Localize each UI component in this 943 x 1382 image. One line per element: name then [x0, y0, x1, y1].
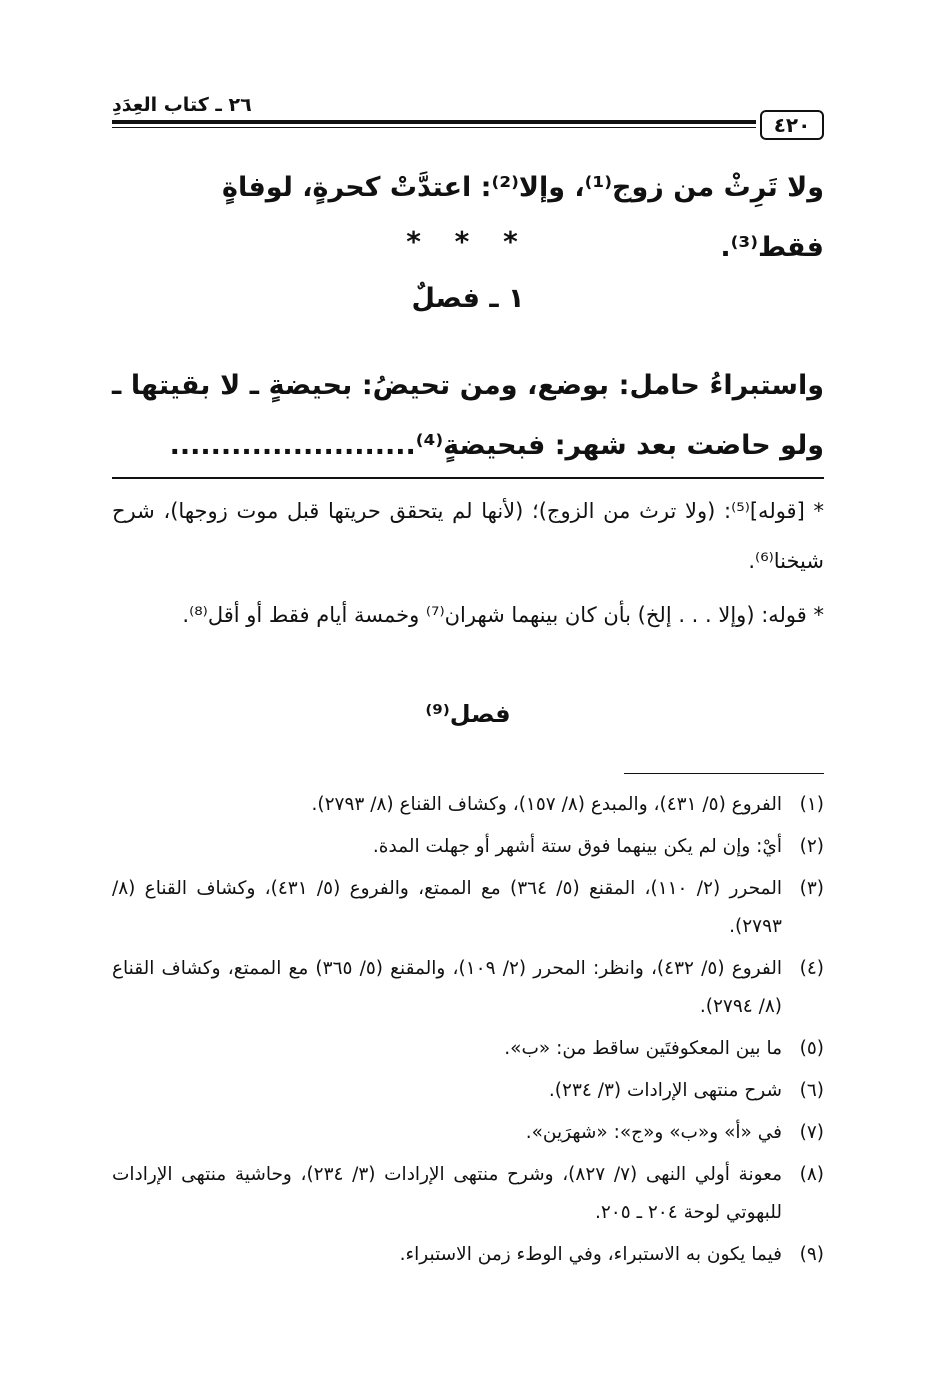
footnote: [112, 950, 824, 1026]
footnote-number: (٩): [799, 1244, 824, 1265]
running-head: ٢٦ ـ كتاب العِدَدِ: [112, 94, 252, 116]
footnote-number: (١): [799, 794, 824, 815]
section-title: ١ ـ فصلٌ: [411, 283, 525, 314]
footnote-number: (٧): [799, 1122, 824, 1143]
footnote: [112, 1030, 824, 1068]
footnote: [112, 1236, 824, 1274]
footnote: [112, 1156, 824, 1232]
separator-stars: * * *: [406, 225, 530, 258]
footnote-text: أيْ: وإن لم يكن بينهما فوق ستة أشهر أو جهلت المدة.: [372, 836, 782, 857]
footnote-number: (٦): [799, 1080, 824, 1101]
footnote-text: شرح منتهى الإرادات (٣/ ٢٣٤).: [548, 1080, 782, 1101]
footnote-number: (٨): [799, 1164, 824, 1185]
footnote-text: الفروع (٥/ ٤٣٢)، وانظر: المحرر (٢/ ١٠٩)، والمقنع (٥/ ٣٦٥) مع الممتع، وكشاف القناع (٨/ ٢٧٩٤).: [112, 958, 783, 1017]
main-text-2: واستبراءُ حامل: بوضع، ومن تحيضُ: بحيضةٍ ـ لا بقيتها ـ ولو حاضت بعد شهر: فبحيضةٍ⁽⁴⁾........................: [112, 370, 824, 461]
header-rule-thin: [112, 127, 756, 128]
page-number: ٤٢٠: [760, 110, 824, 140]
footnote-text: ما بين المعكوفتَين ساقط من: «ب».: [504, 1038, 782, 1059]
footnote: [112, 786, 824, 824]
main-text-divider: [112, 477, 824, 479]
commentary-1: * [قوله]⁽⁵⁾: (ولا ترث من الزوج)؛ (لأنها لم يتحقق حريتها قبل موت زوجها)، شرح شيخنا⁽⁶⁾.: [112, 499, 825, 573]
footnote-divider: [624, 773, 824, 774]
footnote-number: (٢): [799, 836, 824, 857]
footnote-number: (٥): [799, 1038, 824, 1059]
header-rule: [112, 120, 756, 124]
footnote-text: الفروع (٥/ ٤٣١)، والمبدع (٨/ ١٥٧)، وكشاف القناع (٨/ ٢٧٩٣).: [311, 794, 782, 815]
footnote: [112, 870, 824, 946]
footnote: [112, 1072, 824, 1110]
footnote-number: (٣): [799, 878, 824, 899]
footnote-text: المحرر (٢/ ١١٠)، المقنع (٥/ ٣٦٤) مع الممتع، والفروع (٥/ ٤٣١)، وكشاف القناع (٨/ ٢٧٩٣).: [112, 878, 782, 937]
main-text-1: ولا تَرِثْ من زوج⁽¹⁾، وإلا⁽²⁾: اعتدَّتْ كحرةٍ، لوفاةٍ فقط⁽³⁾.: [222, 172, 824, 263]
footnotes: [112, 786, 824, 1274]
page-header: [112, 94, 824, 150]
footnote-text: في «أ» و«ب» و«ج»: «شهرَين».: [525, 1122, 782, 1143]
footnote-number: (٤): [799, 958, 824, 979]
footnote-text: فيما يكون به الاستبراء، وفي الوطء زمن الاستبراء.: [399, 1244, 782, 1265]
commentary-2: * قوله: (وإلا . . . إلخ) بأن كان بينهما شهران⁽⁷⁾ وخمسة أيام فقط أو أقل⁽⁸⁾.: [182, 603, 824, 627]
footnote: [112, 1114, 824, 1152]
footnote: [112, 828, 824, 866]
footnote-text: معونة أولي النهى (٧/ ٨٢٧)، وشرح منتهى الإرادات (٣/ ٢٣٤)، وحاشية منتهى الإرادات للبهوتي لوحة ٢٠٤ ـ ٢٠٥.: [112, 1164, 783, 1223]
subsection-title: فصل⁽⁹⁾: [425, 700, 511, 728]
